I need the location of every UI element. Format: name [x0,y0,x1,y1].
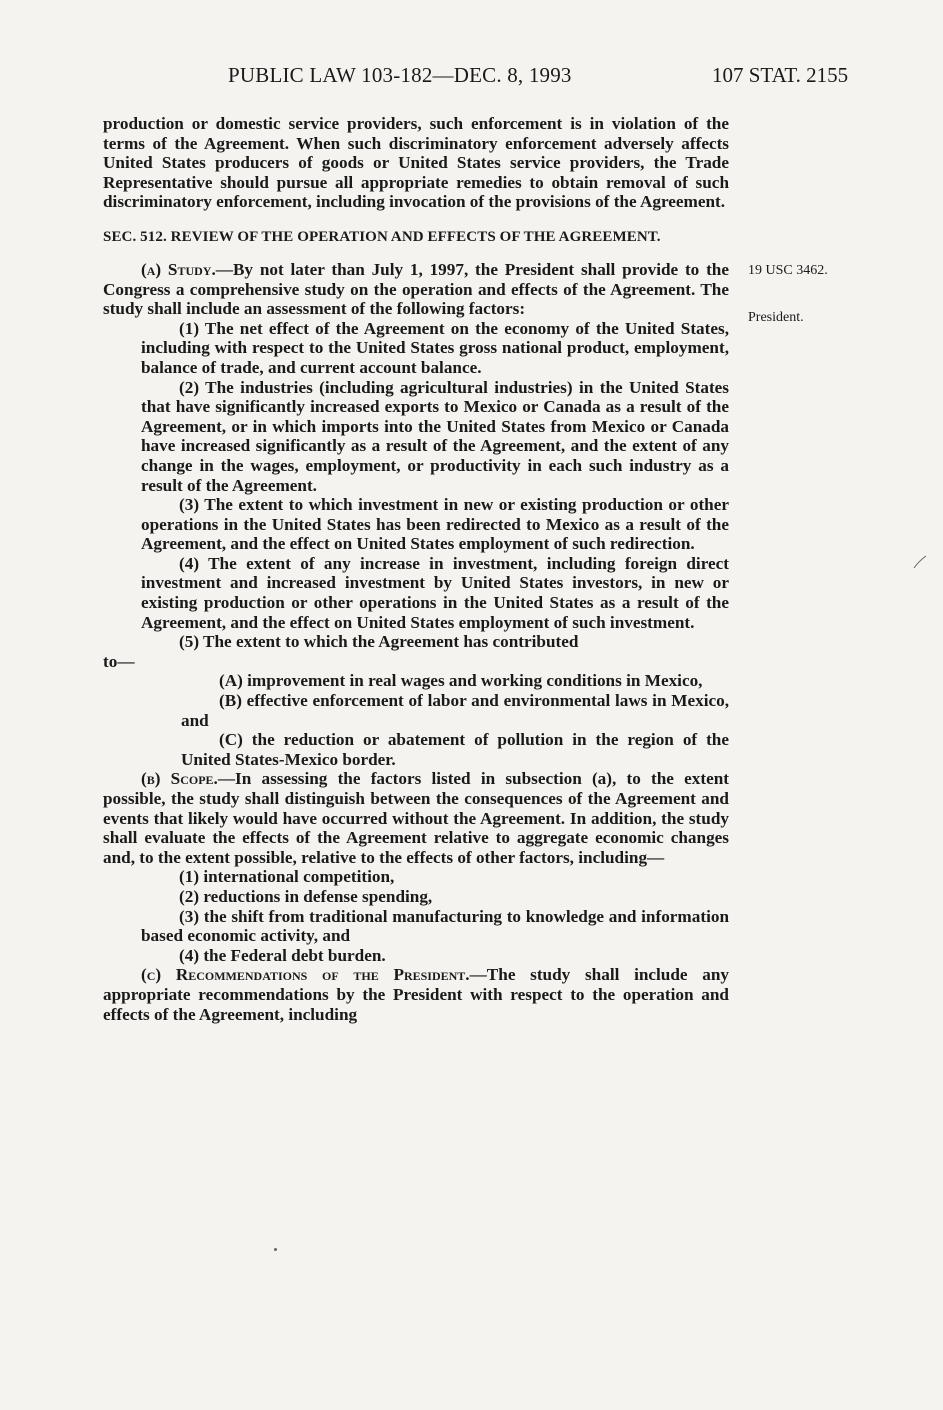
subparagraph-a5B: (B) effective enforcement of labor and environmental laws in Mexico, and [181,691,729,730]
subsection-c-label: (c) Recommendations of the President. [141,965,470,985]
paragraph-b2: (2) reductions in defense spending, [179,886,433,906]
body-text [103,114,729,1024]
pencil-tick-mark-icon [913,555,927,569]
paragraph-b4: (4) the Federal debt burden. [179,945,386,965]
law-citation-header: PUBLIC LAW 103-182—DEC. 8, 1993 [228,63,572,87]
paragraph-b3: (3) the shift from traditional manufacturing to knowledge and information based economic activity, and [141,906,729,946]
subsection-b-text: —In assessing the factors listed in subsection (a), to the extent possible, the study shall distinguish between the consequences of the Agreement and events that likely would have occurred without the Agreement. In addition, the study shall evaluate the effects of the Agreement relative to aggregate economic changes and, to the extent possible, relative to the effects of other factors, including— [103,769,729,867]
stat-citation-header: 107 STAT. 2155 [712,63,849,87]
subsection-c-text: —The study shall include any appropriate recommendations by the President with respect to the operation and effects of the Agreement, including [103,965,729,1024]
section-heading: SEC. 512. REVIEW OF THE OPERATION AND EFFECTS OF THE AGREEMENT. [103,228,661,245]
paragraph-a1: (1) The net effect of the Agreement on the economy of the United States, including with respect to the United States gross national product, employment, balance of trade, and current account balance. [141,318,729,377]
paragraph-a3: (3) The extent to which investment in new or existing production or other operations in the United States has been redirected to Mexico as a result of the Agreement, and the effect on United States employment of such redirection. [141,495,729,554]
paragraph-a4: (4) The extent of any increase in investment, including foreign direct investment and increased investment by United States investors, in new or existing production or other operations in the United States as a result of the Agreement, and the effect on United States employment of such investment. [141,553,729,632]
stray-dot [274,1248,277,1251]
subsection-a-text: —By not later than July 1, 1997, the President shall provide to the Congress a comprehensive study on the operation and effects of the Agreement. The study shall include an assessment of the following factors: [103,259,729,319]
margin-note-usc: 19 USC 3462. [748,263,828,278]
subsection-a [103,260,729,319]
subsection-b-label: (b) Scope. [141,769,218,789]
paragraph-a5-tail: to— [103,651,135,671]
continuation-paragraph: production or domestic service providers, such enforcement is in violation of the terms of the Agreement. When such discriminatory enforcement adversely affects United States producers of goods or United States service providers, the Trade Representative should pursue all appropriate remedies to obtain removal of such discriminatory enforcement, including invocation of the provisions of the Agreement. [103,114,729,212]
subsection-b [103,769,729,867]
subparagraph-a5C: (C) the reduction or abatement of pollution in the region of the United States-Mexico border. [181,730,729,769]
margin-note-president: President. [748,310,804,325]
subsection-a-label: (a) Study. [141,259,216,279]
paragraph-a5: (5) The extent to which the Agreement has contributed [179,632,579,652]
paragraph-a2: (2) The industries (including agricultural industries) in the United States that have significantly increased exports to Mexico or Canada as a result of the Agreement, or in which imports into the United States from Mexico or Canada have increased significantly as a result of the Agreement, and the extent of any change in the wages, employment, or productivity in each such industry as a result of the Agreement. [141,377,729,495]
subparagraph-a5A: (A) improvement in real wages and working conditions in Mexico, [219,671,703,691]
subsection-c [103,965,729,1024]
paragraph-b1: (1) international competition, [179,867,395,887]
